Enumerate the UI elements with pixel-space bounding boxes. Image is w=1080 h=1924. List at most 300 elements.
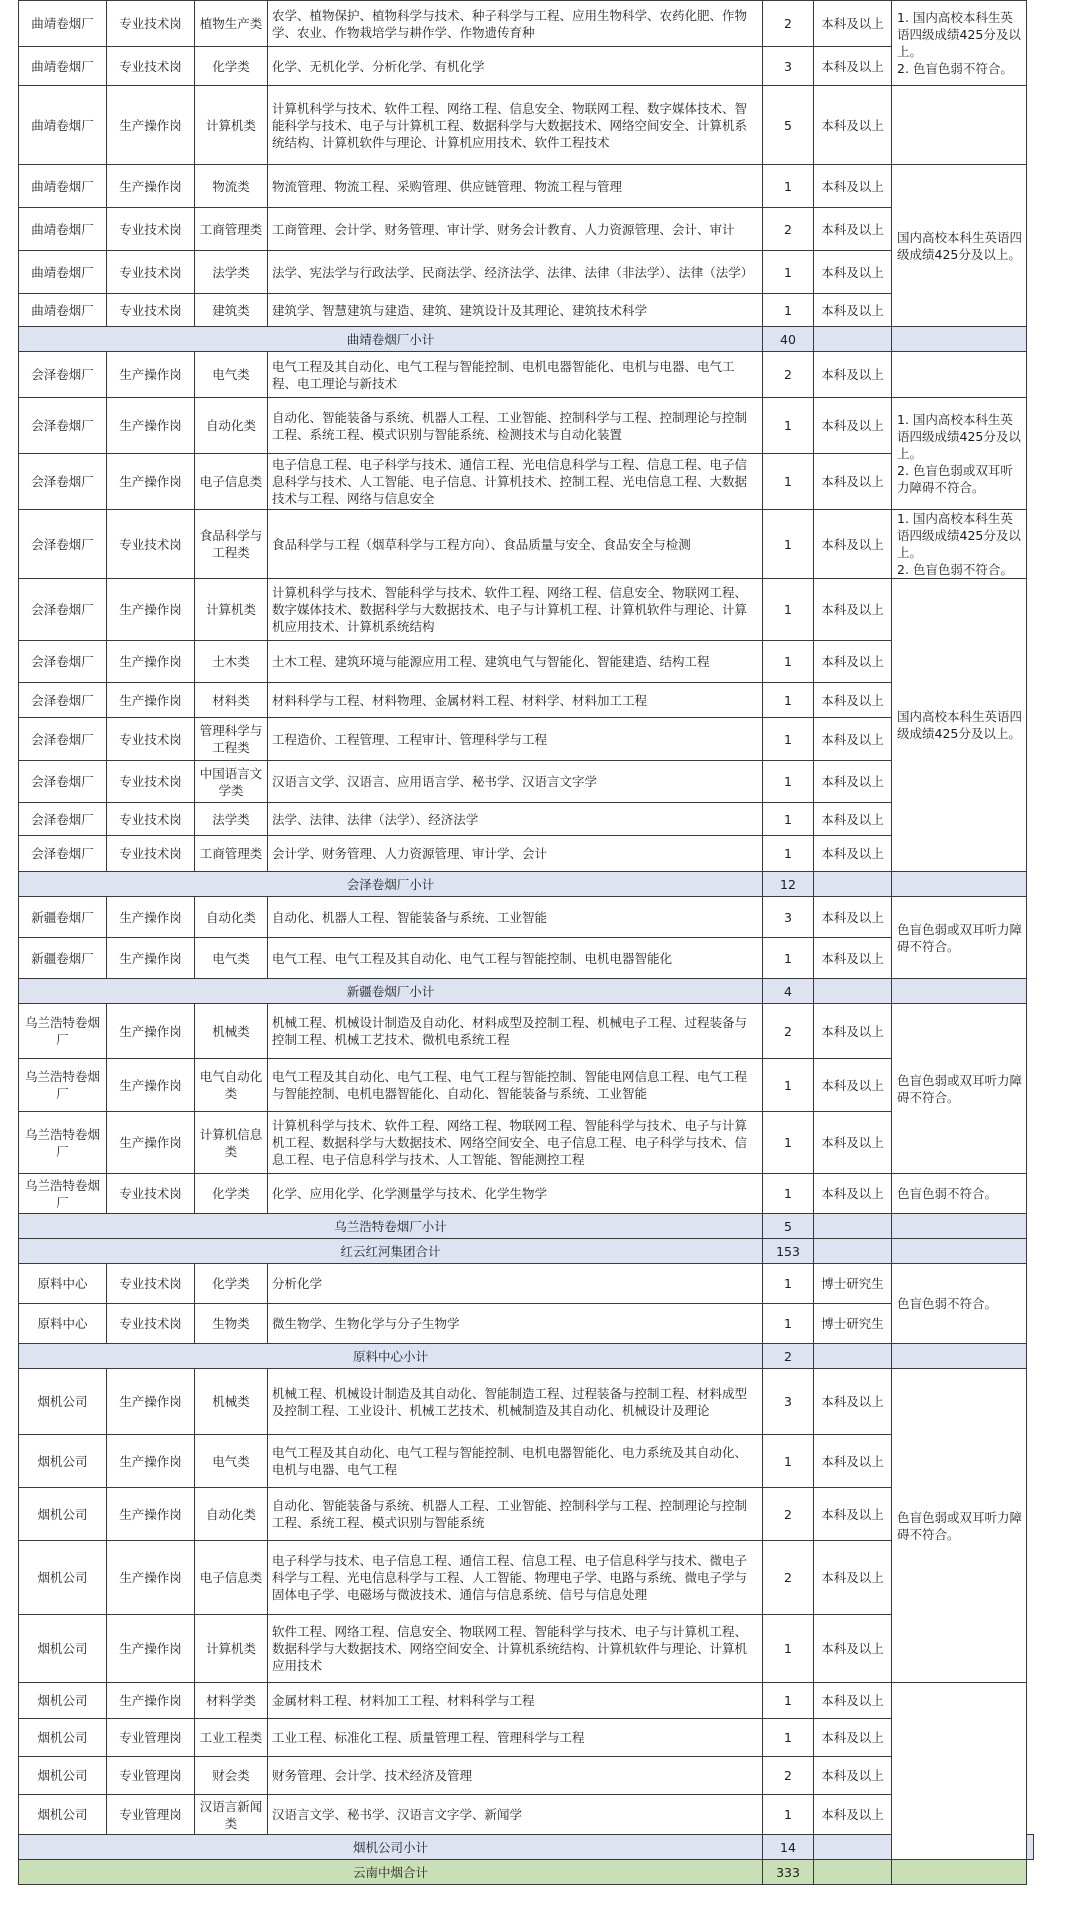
table-row — [19, 208, 1034, 251]
count-cell: 1 — [763, 1683, 814, 1719]
subtotal-count: 14 — [763, 1835, 814, 1860]
empty-cell — [892, 327, 1027, 352]
major-cell: 分析化学 — [268, 1264, 763, 1304]
count-cell: 2 — [763, 1541, 814, 1615]
count-cell: 1 — [763, 454, 814, 510]
subtotal-row — [19, 327, 1034, 352]
table-row — [19, 1174, 1034, 1214]
post-cell: 专业技术岗 — [107, 761, 195, 803]
requirement-note-cell: 1. 国内高校本科生英语四级成绩425分及以上。 2. 色盲色弱或双耳听力障碍不符合。 — [892, 398, 1027, 510]
count-cell: 1 — [763, 803, 814, 836]
table-row — [19, 1264, 1034, 1304]
table-row — [19, 1795, 1034, 1835]
education-cell: 本科及以上 — [814, 761, 892, 803]
empty-cell — [892, 872, 1027, 897]
category-cell: 电子信息类 — [195, 454, 268, 510]
subtotal-row — [19, 1344, 1034, 1369]
major-cell: 电子信息工程、电子科学与技术、通信工程、光电信息科学与工程、信息工程、电子信息科学与技术、人工智能、电子信息、计算机技术、控制工程、光电信息工程、大数据技术与工程、网络与信息安全 — [268, 454, 763, 510]
unit-cell: 烟机公司 — [19, 1719, 107, 1757]
post-cell: 生产操作岗 — [107, 86, 195, 165]
category-cell: 自动化类 — [195, 1488, 268, 1541]
education-cell: 本科及以上 — [814, 1615, 892, 1683]
table-row — [19, 683, 1034, 718]
subtotal-label: 烟机公司小计 — [19, 1835, 763, 1860]
count-cell: 1 — [763, 1435, 814, 1488]
category-cell: 电气类 — [195, 352, 268, 398]
unit-cell: 会泽卷烟厂 — [19, 683, 107, 718]
education-cell: 本科及以上 — [814, 510, 892, 579]
subtotal-row — [19, 872, 1034, 897]
requirement-note-cell — [892, 1683, 1027, 1860]
category-cell: 机械类 — [195, 1369, 268, 1435]
subtotal-label: 会泽卷烟厂小计 — [19, 872, 763, 897]
education-cell: 本科及以上 — [814, 1112, 892, 1174]
count-cell: 1 — [763, 1059, 814, 1112]
post-cell: 生产操作岗 — [107, 897, 195, 938]
table-row — [19, 86, 1034, 165]
unit-cell: 烟机公司 — [19, 1488, 107, 1541]
unit-cell: 会泽卷烟厂 — [19, 398, 107, 454]
subtotal-label: 曲靖卷烟厂小计 — [19, 327, 763, 352]
education-cell: 本科及以上 — [814, 641, 892, 683]
requirement-note-cell: 色盲色弱或双耳听力障碍不符合。 — [892, 1004, 1027, 1174]
major-cell: 机械工程、机械设计制造及其自动化、智能制造工程、过程装备与控制工程、材料成型及控制工程、工业设计、机械工艺技术、机械制造及其自动化、机械设计及理论 — [268, 1369, 763, 1435]
empty-cell — [814, 979, 892, 1004]
unit-cell: 会泽卷烟厂 — [19, 836, 107, 872]
subtotal-count: 4 — [763, 979, 814, 1004]
category-cell: 工商管理类 — [195, 836, 268, 872]
category-cell: 法学类 — [195, 803, 268, 836]
education-cell: 本科及以上 — [814, 683, 892, 718]
major-cell: 建筑学、智慧建筑与建造、建筑、建筑设计及其理论、建筑技术科学 — [268, 294, 763, 327]
subtotal-count: 153 — [763, 1239, 814, 1264]
category-cell: 电气类 — [195, 1435, 268, 1488]
recruitment-table — [18, 0, 1034, 1885]
major-cell: 金属材料工程、材料加工工程、材料科学与工程 — [268, 1683, 763, 1719]
post-cell: 生产操作岗 — [107, 1112, 195, 1174]
empty-cell — [814, 327, 892, 352]
post-cell: 生产操作岗 — [107, 1369, 195, 1435]
count-cell: 1 — [763, 718, 814, 761]
major-cell: 自动化、智能装备与系统、机器人工程、工业智能、控制科学与工程、控制理论与控制工程、系统工程、模式识别与智能系统、检测技术与自动化装置 — [268, 398, 763, 454]
category-cell: 工商管理类 — [195, 208, 268, 251]
major-cell: 计算机科学与技术、软件工程、网络工程、物联网工程、智能科学与技术、电子与计算机工程、数据科学与大数据技术、网络空间安全、电子信息工程、电子科学与技术、信息工程、电子信息科学与技术、人工智能、智能测控工程 — [268, 1112, 763, 1174]
table-row — [19, 641, 1034, 683]
post-cell: 生产操作岗 — [107, 579, 195, 641]
unit-cell: 原料中心 — [19, 1264, 107, 1304]
empty-cell — [814, 1239, 892, 1264]
unit-cell: 曲靖卷烟厂 — [19, 251, 107, 294]
count-cell: 3 — [763, 897, 814, 938]
post-cell: 生产操作岗 — [107, 1541, 195, 1615]
unit-cell: 曲靖卷烟厂 — [19, 1, 107, 47]
recruitment-table-container — [18, 0, 1034, 1885]
major-cell: 工程造价、工程管理、工程审计、管理科学与工程 — [268, 718, 763, 761]
requirement-note-cell: 色盲色弱或双耳听力障碍不符合。 — [892, 1369, 1027, 1683]
unit-cell: 会泽卷烟厂 — [19, 718, 107, 761]
category-cell: 电子信息类 — [195, 1541, 268, 1615]
category-cell: 计算机类 — [195, 579, 268, 641]
category-cell: 计算机类 — [195, 1615, 268, 1683]
post-cell: 专业管理岗 — [107, 1719, 195, 1757]
post-cell: 专业技术岗 — [107, 1174, 195, 1214]
unit-cell: 曲靖卷烟厂 — [19, 165, 107, 208]
post-cell: 生产操作岗 — [107, 398, 195, 454]
unit-cell: 曲靖卷烟厂 — [19, 47, 107, 86]
category-cell: 计算机信息类 — [195, 1112, 268, 1174]
education-cell: 本科及以上 — [814, 165, 892, 208]
subtotal-count: 5 — [763, 1214, 814, 1239]
table-row — [19, 1488, 1034, 1541]
major-cell: 工商管理、会计学、财务管理、审计学、财务会计教育、人力资源管理、会计、审计 — [268, 208, 763, 251]
empty-cell — [892, 1860, 1027, 1885]
major-cell: 电子科学与技术、电子信息工程、通信工程、信息工程、电子信息科学与技术、微电子科学与工程、光电信息科学与工程、人工智能、物理电子学、电路与系统、微电子学与固体电子学、电磁场与微波技术、通信与信息系统、信号与信息处理 — [268, 1541, 763, 1615]
empty-cell — [814, 1860, 892, 1885]
empty-cell — [892, 1214, 1027, 1239]
category-cell: 化学类 — [195, 47, 268, 86]
unit-cell: 曲靖卷烟厂 — [19, 208, 107, 251]
table-row — [19, 1615, 1034, 1683]
education-cell: 本科及以上 — [814, 1059, 892, 1112]
subtotal-label: 新疆卷烟厂小计 — [19, 979, 763, 1004]
table-row — [19, 454, 1034, 510]
empty-cell — [892, 1239, 1027, 1264]
major-cell: 电气工程及其自动化、电气工程与智能控制、电机电器智能化、电力系统及其自动化、电机与电器、电气工程 — [268, 1435, 763, 1488]
count-cell: 1 — [763, 938, 814, 979]
major-cell: 法学、宪法学与行政法学、民商法学、经济法学、法律、法律（非法学）、法律（法学） — [268, 251, 763, 294]
empty-cell — [892, 979, 1027, 1004]
category-cell: 物流类 — [195, 165, 268, 208]
count-cell: 1 — [763, 510, 814, 579]
post-cell: 专业技术岗 — [107, 294, 195, 327]
table-row — [19, 1541, 1034, 1615]
major-cell: 会计学、财务管理、人力资源管理、审计学、会计 — [268, 836, 763, 872]
unit-cell: 乌兰浩特卷烟厂 — [19, 1059, 107, 1112]
major-cell: 工业工程、标准化工程、质量管理工程、管理科学与工程 — [268, 1719, 763, 1757]
table-row — [19, 1112, 1034, 1174]
table-row — [19, 510, 1034, 579]
count-cell: 2 — [763, 208, 814, 251]
education-cell: 本科及以上 — [814, 1757, 892, 1795]
major-cell: 电气工程及其自动化、电气工程与智能控制、电机电器智能化、电机与电器、电气工程、电工理论与新技术 — [268, 352, 763, 398]
unit-cell: 烟机公司 — [19, 1541, 107, 1615]
education-cell: 本科及以上 — [814, 1004, 892, 1059]
education-cell: 本科及以上 — [814, 1541, 892, 1615]
table-row — [19, 1004, 1034, 1059]
education-cell: 本科及以上 — [814, 398, 892, 454]
education-cell: 本科及以上 — [814, 86, 892, 165]
post-cell: 生产操作岗 — [107, 641, 195, 683]
post-cell: 专业技术岗 — [107, 1304, 195, 1344]
count-cell: 1 — [763, 165, 814, 208]
count-cell: 1 — [763, 294, 814, 327]
table-row — [19, 1719, 1034, 1757]
unit-cell: 烟机公司 — [19, 1757, 107, 1795]
table-row — [19, 251, 1034, 294]
post-cell: 生产操作岗 — [107, 938, 195, 979]
count-cell: 1 — [763, 761, 814, 803]
education-cell: 本科及以上 — [814, 454, 892, 510]
category-cell: 自动化类 — [195, 897, 268, 938]
unit-cell: 会泽卷烟厂 — [19, 761, 107, 803]
education-cell: 本科及以上 — [814, 1174, 892, 1214]
education-cell: 本科及以上 — [814, 251, 892, 294]
post-cell: 专业技术岗 — [107, 251, 195, 294]
count-cell: 1 — [763, 836, 814, 872]
table-row — [19, 836, 1034, 872]
unit-cell: 曲靖卷烟厂 — [19, 86, 107, 165]
requirement-note-cell: 国内高校本科生英语四级成绩425分及以上。 — [892, 579, 1027, 872]
requirement-note-cell: 色盲色弱不符合。 — [892, 1174, 1027, 1214]
count-cell: 2 — [763, 352, 814, 398]
category-cell: 化学类 — [195, 1174, 268, 1214]
category-cell: 法学类 — [195, 251, 268, 294]
post-cell: 生产操作岗 — [107, 1059, 195, 1112]
table-row — [19, 1304, 1034, 1344]
education-cell: 本科及以上 — [814, 803, 892, 836]
post-cell: 专业技术岗 — [107, 718, 195, 761]
subtotal-row — [19, 1835, 1034, 1860]
table-row — [19, 294, 1034, 327]
post-cell: 生产操作岗 — [107, 352, 195, 398]
major-cell: 软件工程、网络工程、信息安全、物联网工程、智能科学与技术、电子与计算机工程、数据科学与大数据技术、网络空间安全、计算机系统结构、计算机软件与理论、计算机应用技术 — [268, 1615, 763, 1683]
requirement-note-cell — [892, 352, 1027, 398]
table-row — [19, 938, 1034, 979]
major-cell: 自动化、智能装备与系统、机器人工程、工业智能、控制科学与工程、控制理论与控制工程、系统工程、模式识别与智能系统 — [268, 1488, 763, 1541]
unit-cell: 乌兰浩特卷烟厂 — [19, 1112, 107, 1174]
category-cell: 植物生产类 — [195, 1, 268, 47]
major-cell: 法学、法律、法律（法学）、经济法学 — [268, 803, 763, 836]
post-cell: 生产操作岗 — [107, 1615, 195, 1683]
unit-cell: 会泽卷烟厂 — [19, 579, 107, 641]
count-cell: 1 — [763, 1264, 814, 1304]
education-cell: 本科及以上 — [814, 1369, 892, 1435]
table-row — [19, 579, 1034, 641]
category-cell: 计算机类 — [195, 86, 268, 165]
post-cell: 专业管理岗 — [107, 1795, 195, 1835]
count-cell: 1 — [763, 641, 814, 683]
count-cell: 3 — [763, 1369, 814, 1435]
count-cell: 1 — [763, 1112, 814, 1174]
education-cell: 本科及以上 — [814, 1795, 892, 1835]
major-cell: 土木工程、建筑环境与能源应用工程、建筑电气与智能化、智能建造、结构工程 — [268, 641, 763, 683]
table-row — [19, 718, 1034, 761]
count-cell: 1 — [763, 251, 814, 294]
empty-cell — [814, 1344, 892, 1369]
category-cell: 汉语言新闻类 — [195, 1795, 268, 1835]
subtotal-row — [19, 1214, 1034, 1239]
count-cell: 2 — [763, 1757, 814, 1795]
unit-cell: 会泽卷烟厂 — [19, 352, 107, 398]
table-row — [19, 47, 1034, 86]
unit-cell: 乌兰浩特卷烟厂 — [19, 1004, 107, 1059]
category-cell: 材料类 — [195, 683, 268, 718]
subtotal-row — [19, 1239, 1034, 1264]
table-row — [19, 165, 1034, 208]
post-cell: 专业技术岗 — [107, 1, 195, 47]
education-cell: 本科及以上 — [814, 1488, 892, 1541]
requirement-note-cell: 色盲色弱或双耳听力障碍不符合。 — [892, 897, 1027, 979]
table-row — [19, 398, 1034, 454]
unit-cell: 原料中心 — [19, 1304, 107, 1344]
post-cell: 专业技术岗 — [107, 836, 195, 872]
education-cell: 本科及以上 — [814, 352, 892, 398]
table-row — [19, 1757, 1034, 1795]
education-cell: 本科及以上 — [814, 1683, 892, 1719]
major-cell: 材料科学与工程、材料物理、金属材料工程、材料学、材料加工工程 — [268, 683, 763, 718]
education-cell: 本科及以上 — [814, 836, 892, 872]
category-cell: 材料学类 — [195, 1683, 268, 1719]
subtotal-count: 333 — [763, 1860, 814, 1885]
grand-total-row — [19, 1860, 1034, 1885]
post-cell: 生产操作岗 — [107, 454, 195, 510]
major-cell: 物流管理、物流工程、采购管理、供应链管理、物流工程与管理 — [268, 165, 763, 208]
count-cell: 1 — [763, 1304, 814, 1344]
count-cell: 5 — [763, 86, 814, 165]
requirement-note-cell: 色盲色弱不符合。 — [892, 1264, 1027, 1344]
empty-cell — [814, 1214, 892, 1239]
table-row — [19, 761, 1034, 803]
subtotal-label: 原料中心小计 — [19, 1344, 763, 1369]
major-cell: 汉语言文学、汉语言、应用语言学、秘书学、汉语言文字学 — [268, 761, 763, 803]
post-cell: 专业技术岗 — [107, 803, 195, 836]
table-row — [19, 1683, 1034, 1719]
count-cell: 2 — [763, 1, 814, 47]
education-cell: 本科及以上 — [814, 208, 892, 251]
table-row — [19, 352, 1034, 398]
unit-cell: 乌兰浩特卷烟厂 — [19, 1174, 107, 1214]
post-cell: 专业管理岗 — [107, 1757, 195, 1795]
count-cell: 1 — [763, 398, 814, 454]
table-row — [19, 803, 1034, 836]
major-cell: 汉语言文学、秘书学、汉语言文字学、新闻学 — [268, 1795, 763, 1835]
education-cell: 博士研究生 — [814, 1264, 892, 1304]
count-cell: 3 — [763, 47, 814, 86]
count-cell: 2 — [763, 1004, 814, 1059]
subtotal-count: 12 — [763, 872, 814, 897]
education-cell: 本科及以上 — [814, 47, 892, 86]
unit-cell: 烟机公司 — [19, 1615, 107, 1683]
major-cell: 财务管理、会计学、技术经济及管理 — [268, 1757, 763, 1795]
major-cell: 电气工程及其自动化、电气工程、电气工程与智能控制、智能电网信息工程、电气工程与智能控制、电机电器智能化、自动化、智能装备与系统、工业智能 — [268, 1059, 763, 1112]
category-cell: 财会类 — [195, 1757, 268, 1795]
subtotal-label: 乌兰浩特卷烟厂小计 — [19, 1214, 763, 1239]
unit-cell: 新疆卷烟厂 — [19, 897, 107, 938]
major-cell: 农学、植物保护、植物科学与技术、种子科学与工程、应用生物科学、农药化肥、作物学、农业、作物栽培学与耕作学、作物遗传育种 — [268, 1, 763, 47]
education-cell: 本科及以上 — [814, 718, 892, 761]
unit-cell: 烟机公司 — [19, 1795, 107, 1835]
count-cell: 1 — [763, 1719, 814, 1757]
subtotal-label: 云南中烟合计 — [19, 1860, 763, 1885]
empty-cell — [814, 872, 892, 897]
count-cell: 1 — [763, 1174, 814, 1214]
education-cell: 本科及以上 — [814, 1435, 892, 1488]
subtotal-row — [19, 979, 1034, 1004]
unit-cell: 烟机公司 — [19, 1435, 107, 1488]
education-cell: 本科及以上 — [814, 1, 892, 47]
empty-cell — [1027, 1835, 1034, 1860]
major-cell: 电气工程、电气工程及其自动化、电气工程与智能控制、电机电器智能化 — [268, 938, 763, 979]
major-cell: 食品科学与工程（烟草科学与工程方向）、食品质量与安全、食品安全与检测 — [268, 510, 763, 579]
unit-cell: 会泽卷烟厂 — [19, 454, 107, 510]
post-cell: 专业技术岗 — [107, 47, 195, 86]
education-cell: 本科及以上 — [814, 897, 892, 938]
table-row — [19, 1059, 1034, 1112]
post-cell: 生产操作岗 — [107, 1004, 195, 1059]
major-cell: 自动化、机器人工程、智能装备与系统、工业智能 — [268, 897, 763, 938]
category-cell: 土木类 — [195, 641, 268, 683]
major-cell: 微生物学、生物化学与分子生物学 — [268, 1304, 763, 1344]
education-cell: 博士研究生 — [814, 1304, 892, 1344]
table-row — [19, 1369, 1034, 1435]
education-cell: 本科及以上 — [814, 294, 892, 327]
category-cell: 中国语言文学类 — [195, 761, 268, 803]
table-row — [19, 1, 1034, 47]
unit-cell: 新疆卷烟厂 — [19, 938, 107, 979]
post-cell: 生产操作岗 — [107, 683, 195, 718]
unit-cell: 烟机公司 — [19, 1683, 107, 1719]
count-cell: 1 — [763, 1615, 814, 1683]
unit-cell: 烟机公司 — [19, 1369, 107, 1435]
category-cell: 自动化类 — [195, 398, 268, 454]
post-cell: 生产操作岗 — [107, 1488, 195, 1541]
category-cell: 食品科学与工程类 — [195, 510, 268, 579]
subtotal-count: 40 — [763, 327, 814, 352]
requirement-note-cell: 1. 国内高校本科生英语四级成绩425分及以上。 2. 色盲色弱不符合。 — [892, 1, 1027, 86]
subtotal-count: 2 — [763, 1344, 814, 1369]
post-cell: 专业技术岗 — [107, 1264, 195, 1304]
unit-cell: 会泽卷烟厂 — [19, 510, 107, 579]
education-cell: 本科及以上 — [814, 1719, 892, 1757]
unit-cell: 会泽卷烟厂 — [19, 803, 107, 836]
major-cell: 计算机科学与技术、智能科学与技术、软件工程、网络工程、信息安全、物联网工程、数字媒体技术、数据科学与大数据技术、电子与计算机工程、计算机软件与理论、计算机应用技术、计算机系统结构 — [268, 579, 763, 641]
table-row — [19, 897, 1034, 938]
major-cell: 计算机科学与技术、软件工程、网络工程、信息安全、物联网工程、数字媒体技术、智能科学与技术、电子与计算机工程、数据科学与大数据技术、网络空间安全、计算机系统结构、计算机软件与理论、计算机应用技术、软件工程技术 — [268, 86, 763, 165]
category-cell: 建筑类 — [195, 294, 268, 327]
count-cell: 1 — [763, 579, 814, 641]
education-cell: 本科及以上 — [814, 579, 892, 641]
requirement-note-cell: 1. 国内高校本科生英语四级成绩425分及以上。 2. 色盲色弱不符合。 — [892, 510, 1027, 579]
category-cell: 化学类 — [195, 1264, 268, 1304]
post-cell: 生产操作岗 — [107, 165, 195, 208]
post-cell: 专业技术岗 — [107, 510, 195, 579]
table-row — [19, 1435, 1034, 1488]
count-cell: 1 — [763, 1795, 814, 1835]
category-cell: 工业工程类 — [195, 1719, 268, 1757]
post-cell: 生产操作岗 — [107, 1435, 195, 1488]
major-cell: 化学、无机化学、分析化学、有机化学 — [268, 47, 763, 86]
requirement-note-cell: 国内高校本科生英语四级成绩425分及以上。 — [892, 165, 1027, 327]
unit-cell: 会泽卷烟厂 — [19, 641, 107, 683]
unit-cell: 曲靖卷烟厂 — [19, 294, 107, 327]
category-cell: 生物类 — [195, 1304, 268, 1344]
empty-cell — [892, 1344, 1027, 1369]
subtotal-label: 红云红河集团合计 — [19, 1239, 763, 1264]
category-cell: 机械类 — [195, 1004, 268, 1059]
major-cell: 机械工程、机械设计制造及自动化、材料成型及控制工程、机械电子工程、过程装备与控制工程、机械工艺技术、微机电系统工程 — [268, 1004, 763, 1059]
category-cell: 管理科学与工程类 — [195, 718, 268, 761]
requirement-note-cell — [892, 86, 1027, 165]
major-cell: 化学、应用化学、化学测量学与技术、化学生物学 — [268, 1174, 763, 1214]
education-cell: 本科及以上 — [814, 938, 892, 979]
empty-cell — [814, 1835, 892, 1860]
post-cell: 专业技术岗 — [107, 208, 195, 251]
category-cell: 电气类 — [195, 938, 268, 979]
category-cell: 电气自动化类 — [195, 1059, 268, 1112]
post-cell: 生产操作岗 — [107, 1683, 195, 1719]
count-cell: 1 — [763, 683, 814, 718]
count-cell: 2 — [763, 1488, 814, 1541]
